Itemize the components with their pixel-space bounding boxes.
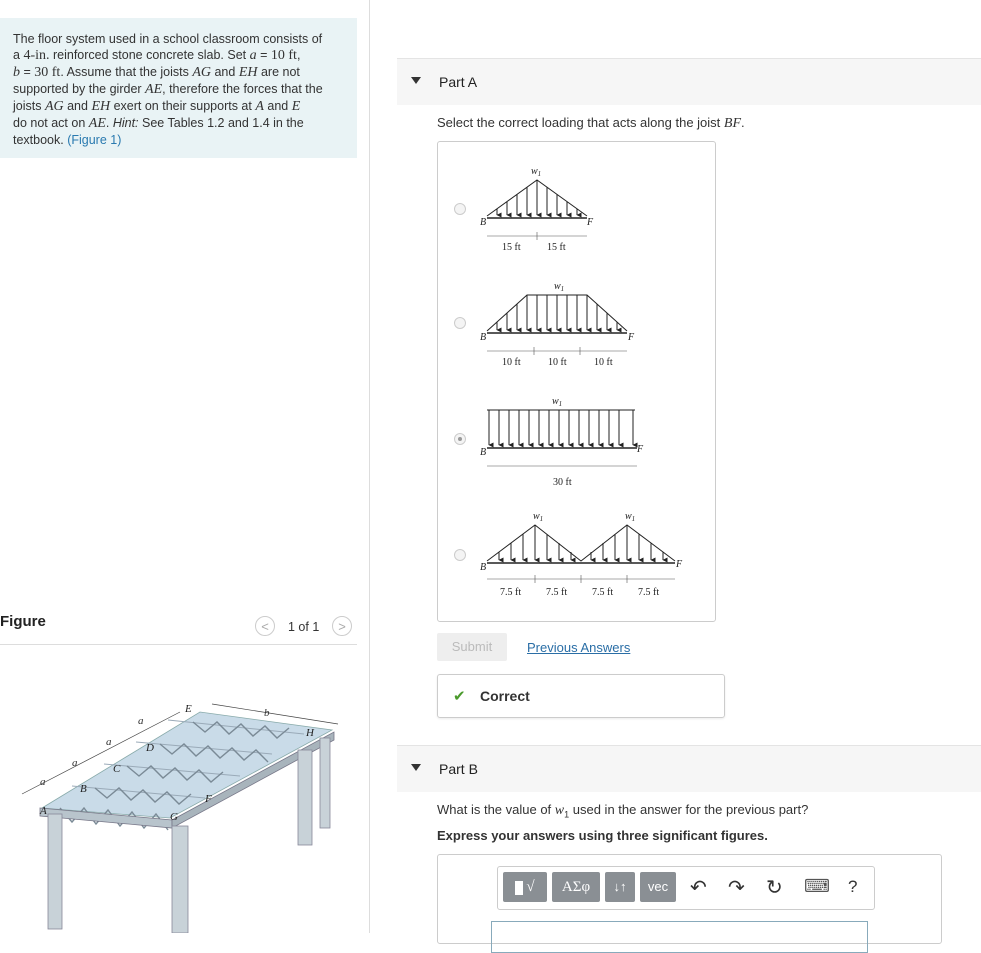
- option-3-diagram: [480, 396, 644, 488]
- dim-label-a1: a: [40, 776, 46, 788]
- reset-icon[interactable]: ↻: [766, 877, 783, 899]
- option-4-diagram: [480, 511, 683, 598]
- previous-answers-link[interactable]: Previous Answers: [527, 640, 631, 655]
- part-a-question: Select the correct loading that acts along the joist BF.: [437, 115, 745, 131]
- sqrt-icon: √: [526, 879, 535, 895]
- option-1-diagram: [480, 166, 594, 253]
- option-4-load-outline: [487, 525, 675, 561]
- option-3-left-label: B: [480, 447, 487, 458]
- option-4-dim-2: 7.5 ft: [546, 587, 568, 598]
- option-4-dim-4: 7.5 ft: [638, 587, 660, 598]
- option-1-left-label: B: [480, 217, 487, 228]
- option-4-load-arrows: [499, 525, 663, 560]
- point-label-b: B: [80, 783, 87, 795]
- option-1-load-label: $w_1$: [531, 166, 542, 178]
- next-figure-button[interactable]: >: [332, 616, 352, 636]
- undo-icon[interactable]: ↶: [690, 877, 707, 899]
- part-b-question: What is the value of $w_1$ used in the answer for the previous part?: [437, 802, 809, 820]
- help-icon[interactable]: ?: [848, 877, 858, 896]
- dim-label-a2: a: [72, 757, 78, 769]
- figure-divider: [0, 644, 357, 645]
- submit-button[interactable]: Submit: [437, 633, 507, 661]
- vector-button[interactable]: vec: [640, 872, 676, 902]
- part-b-label: Part B: [439, 761, 478, 777]
- option-1-load-arrows: [497, 180, 577, 215]
- check-icon: ✔: [453, 688, 466, 705]
- figure-link[interactable]: (Figure 1): [67, 133, 122, 147]
- templates-button[interactable]: [503, 872, 547, 902]
- point-label-a: A: [40, 805, 47, 817]
- previous-figure-button[interactable]: <: [255, 616, 275, 636]
- dim-label-a4: a: [138, 715, 144, 727]
- option-4-dim-1: 7.5 ft: [500, 587, 522, 598]
- option-4-right-label: F: [676, 559, 683, 570]
- option-1-dim-2: 15 ft: [547, 242, 566, 253]
- option-4-dim-3: 7.5 ft: [592, 587, 614, 598]
- option-radio-3[interactable]: [454, 433, 466, 445]
- collapse-triangle-icon: [411, 764, 421, 771]
- part-b-instruction: Express your answers using three significant figures.: [437, 828, 768, 843]
- option-2-diagram: [480, 281, 635, 368]
- figure-counter: 1 of 1: [288, 620, 320, 634]
- option-radio-4[interactable]: [454, 549, 466, 561]
- keyboard-icon[interactable]: ⌨: [804, 876, 830, 896]
- option-1-dim-1: 15 ft: [502, 242, 521, 253]
- point-label-c: C: [113, 763, 121, 775]
- answer-input[interactable]: [491, 921, 868, 953]
- floor-system-figure: [0, 690, 360, 933]
- part-a-label: Part A: [439, 74, 478, 90]
- point-label-h: H: [306, 727, 314, 739]
- sort-arrows-button[interactable]: ↓↑: [605, 872, 635, 902]
- option-2-dim-1: 10 ft: [502, 357, 521, 368]
- option-radio-1[interactable]: [454, 203, 466, 215]
- option-3-dim-1: 30 ft: [553, 477, 572, 488]
- feedback-box: [437, 674, 725, 718]
- option-2-load-arrows: [497, 295, 617, 330]
- part-a-header[interactable]: [397, 58, 981, 105]
- option-2-load-label: $w_1$: [554, 281, 565, 293]
- point-label-d: D: [146, 742, 154, 754]
- column-divider: [369, 0, 370, 933]
- point-label-f: F: [205, 793, 212, 805]
- dim-label-b: b: [264, 707, 270, 719]
- redo-icon[interactable]: ↷: [728, 877, 745, 899]
- option-radio-2[interactable]: [454, 317, 466, 329]
- problem-statement: The floor system used in a school classroom consists of a 4-in. reinforced stone concrete slab. Set a = 10 ft, b = 30 ft. Assume that the joists AG and EH are not supported by the girder AE, therefore the forces that the joists AG and EH exert on their supports at A and E do not act on AE. Hint: See Tables 1.2 and 1.4 in the textbook. (Figure 1): [13, 32, 323, 147]
- math-toolbar: [497, 866, 875, 910]
- template-block-icon: [515, 881, 523, 895]
- option-4-left-label: B: [480, 562, 487, 573]
- point-label-e: E: [185, 703, 192, 715]
- option-1-right-label: F: [587, 217, 594, 228]
- option-2-right-label: F: [628, 332, 635, 343]
- option-3-load-arrows: [489, 410, 633, 445]
- option-3-load-label: $w_1$: [552, 396, 563, 408]
- option-2-dim-2: 10 ft: [548, 357, 567, 368]
- option-3-right-label: F: [637, 444, 644, 455]
- greek-symbols-button[interactable]: ΑΣφ: [552, 872, 600, 902]
- option-4-load-label-2: $w_1$: [625, 511, 636, 523]
- loading-diagrams: [475, 160, 705, 615]
- point-label-g: G: [170, 811, 178, 823]
- dim-label-a3: a: [106, 736, 112, 748]
- collapse-triangle-icon: [411, 77, 421, 84]
- option-2-dim-3: 10 ft: [594, 357, 613, 368]
- option-2-left-label: B: [480, 332, 487, 343]
- option-4-load-label-1: $w_1$: [533, 511, 544, 523]
- figure-title: Figure: [0, 613, 46, 630]
- feedback-text: Correct: [480, 688, 530, 704]
- part-b-header[interactable]: [397, 745, 981, 792]
